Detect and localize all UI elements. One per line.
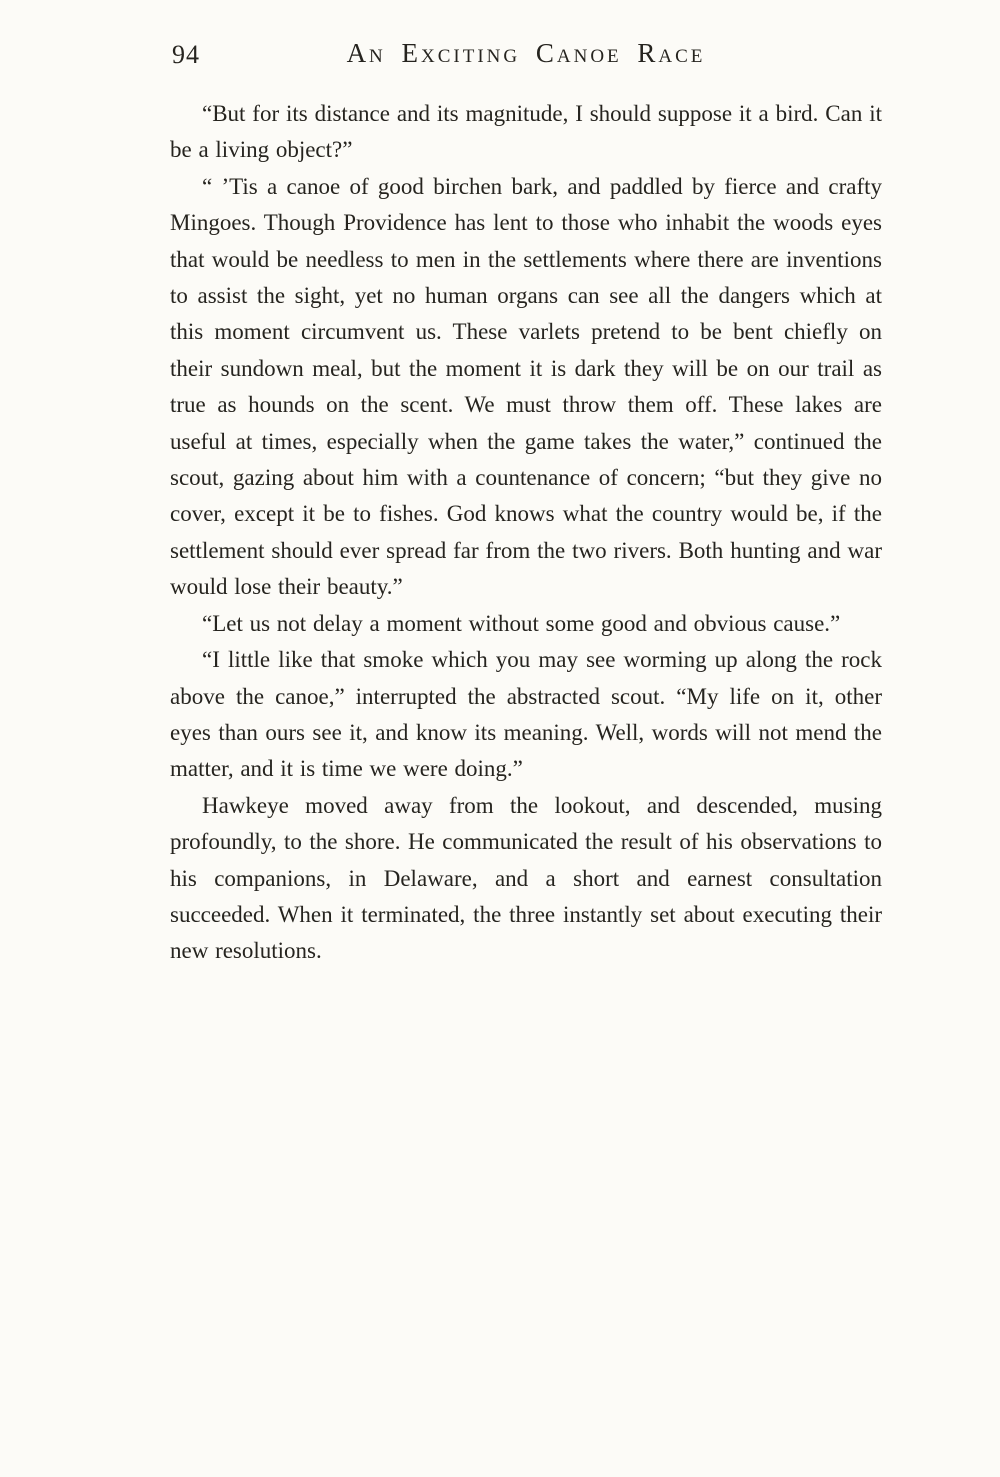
body-text xyxy=(170,96,882,970)
page-header xyxy=(170,38,882,82)
paragraph: “Let us not delay a moment without some good and obvious cause.” xyxy=(202,610,841,636)
paragraph: “I little like that smoke which you may see worming up along the rock above the canoe,” interrupted the abstracted scout. “My life on it, other eyes than ours see it, and know its meaning. Well, words will not mend the matter, and it is time we were doing.” xyxy=(170,647,882,782)
text-block xyxy=(170,38,882,970)
paragraph: Hawkeye moved away from the lookout, and descended, musing profoundly, to the shore. He communicated the result of his observations to his companions, in Delaware, and a short and earnest consultation succeeded. When it terminated, the three instantly set about executing their new resolutions. xyxy=(170,792,882,964)
running-title: An Exciting Canoe Race xyxy=(346,38,706,68)
paragraph: “ ’Tis a canoe of good birchen bark, and paddled by fierce and crafty Mingoes. Though Providence has lent to those who inhabit the woods eyes that would be needless to men in the settlements where there are inventions to assist the sight, yet no human organs can see all the dangers which at this moment circumvent us. These varlets pretend to be bent chiefly on their sundown meal, but the moment it is dark they will be on our trail as true as hounds on the scent. We must throw them off. These lakes are useful at times, especially when the game takes the water,” continued the scout, gazing about him with a countenance of concern; “but they give no cover, except it be to fishes. God knows what the country would be, if the settlement should ever spread far from the two rivers. Both hunting and war would lose their beauty.” xyxy=(170,173,882,600)
page-number: 94 xyxy=(172,40,200,69)
paragraph: “But for its distance and its magnitude, I should suppose it a bird. Can it be a living object?” xyxy=(170,101,882,163)
